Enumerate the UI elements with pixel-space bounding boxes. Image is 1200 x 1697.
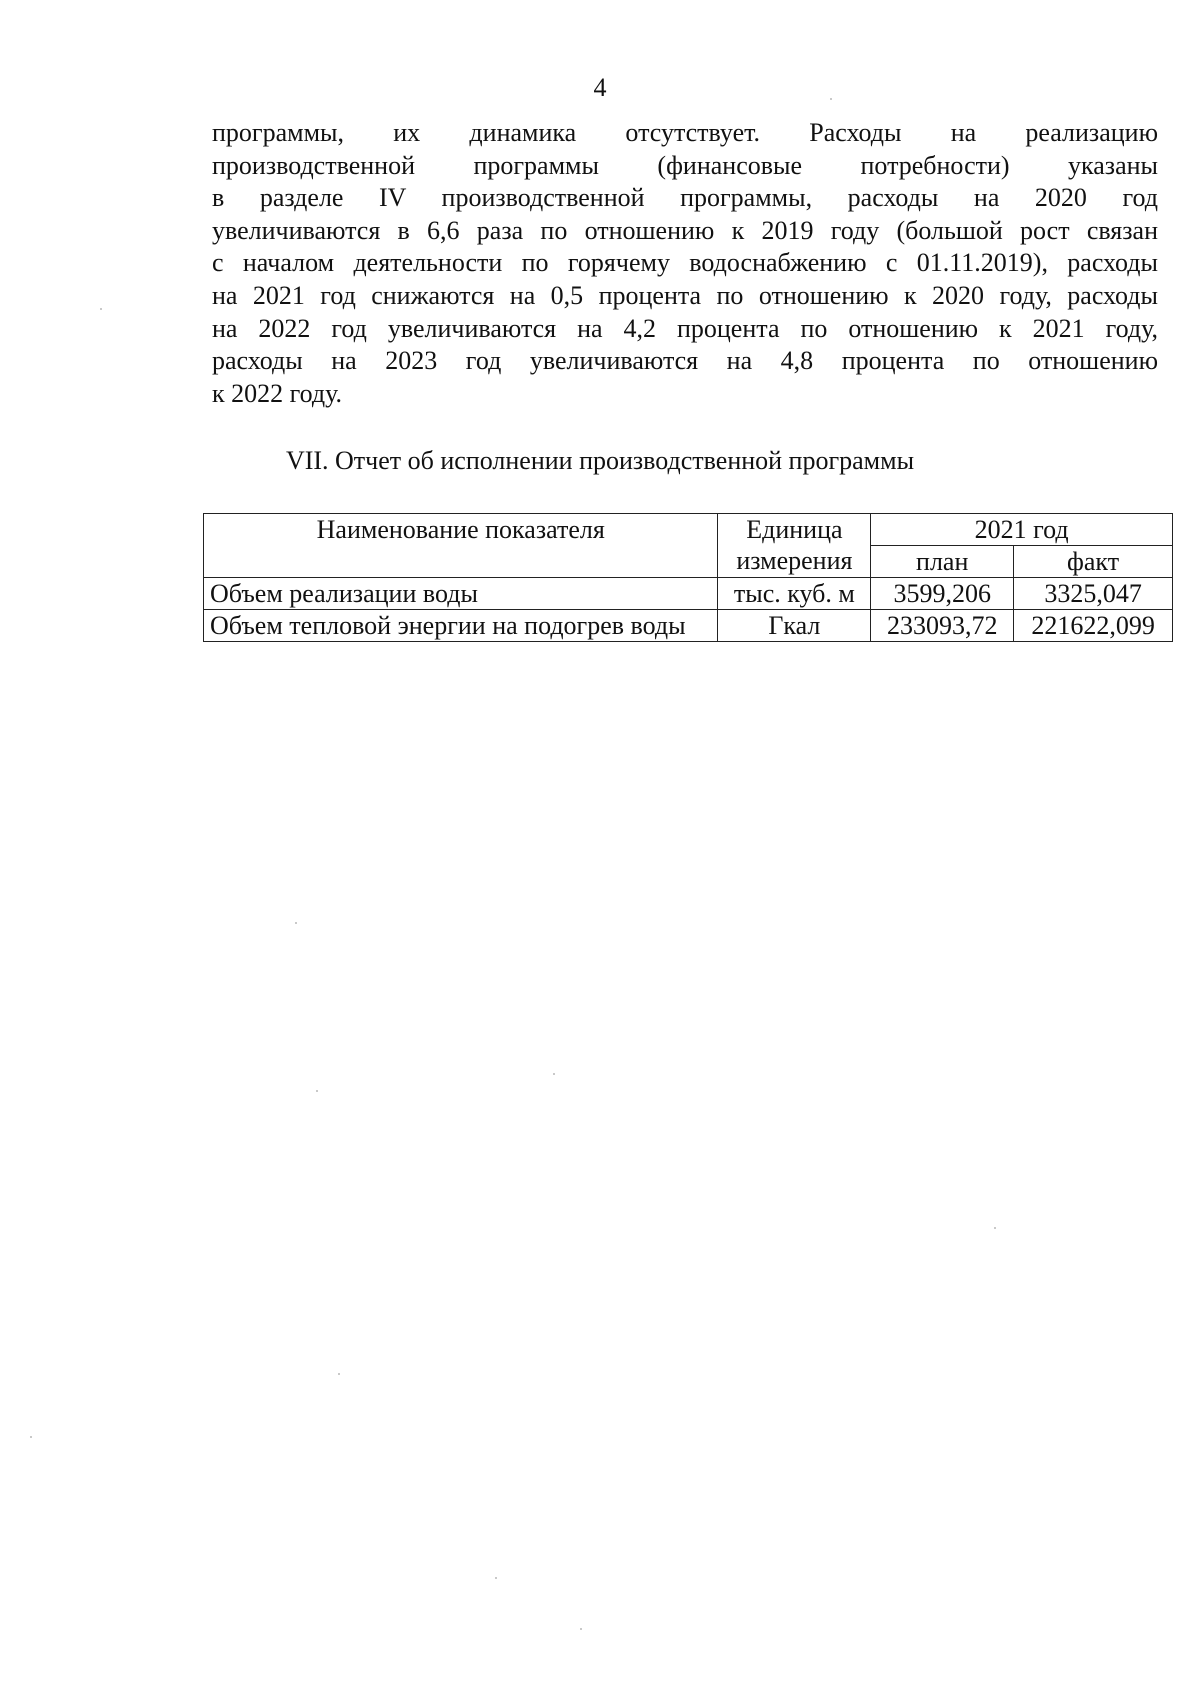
- header-plan: план: [871, 546, 1014, 578]
- scan-speck: [580, 1628, 582, 1630]
- table-header-row: [204, 514, 1173, 546]
- row-plan: 233093,72: [871, 610, 1014, 642]
- row-name: Объем тепловой энергии на подогрев воды: [204, 610, 718, 642]
- row-plan: 3599,206: [871, 578, 1014, 610]
- row-name: Объем реализации воды: [204, 578, 718, 610]
- scan-speck: [495, 1577, 497, 1579]
- paragraph-line: к 2022 году.: [212, 378, 343, 408]
- row-fact: 221622,099: [1014, 610, 1173, 642]
- scan-speck: [295, 922, 297, 924]
- scan-speck: [100, 308, 102, 310]
- paragraph-line: расходы на 2023 год увеличиваются на 4,8 процента по отношению: [212, 346, 1158, 376]
- paragraph-line: на 2022 год увеличиваются на 4,2 процента по отношению к 2021 году,: [212, 313, 1158, 343]
- paragraph-line: на 2021 год снижаются на 0,5 процента по отношению к 2020 году, расходы: [212, 280, 1158, 310]
- scan-speck: [994, 1227, 996, 1229]
- scan-speck: [553, 1073, 555, 1075]
- page-number: 4: [593, 73, 607, 102]
- scan-speck: [316, 1090, 318, 1092]
- header-fact: факт: [1014, 546, 1173, 578]
- paragraph-line: с началом деятельности по горячему водоснабжению с 01.11.2019), расходы: [212, 248, 1158, 278]
- table-row: [204, 578, 1173, 610]
- scan-speck: [830, 98, 832, 100]
- row-unit: тыс. куб. м: [718, 578, 871, 610]
- execution-report-table: [203, 513, 1173, 642]
- scan-speck: [338, 1373, 340, 1375]
- table-row: [204, 610, 1173, 642]
- paragraph-line: увеличиваются в 6,6 раза по отношению к 2019 году (большой рост связан: [212, 215, 1158, 245]
- paragraph-line: программы, их динамика отсутствует. Расходы на реализацию: [212, 118, 1158, 147]
- header-year: 2021 год: [871, 514, 1173, 546]
- paragraph-line: производственной программы (финансовые потребности) указаны: [212, 150, 1158, 180]
- header-unit: [718, 514, 871, 578]
- scan-speck: [30, 1436, 32, 1438]
- header-unit-line1: Единица: [746, 515, 843, 544]
- row-fact: 3325,047: [1014, 578, 1173, 610]
- row-unit: Гкал: [718, 610, 871, 642]
- section-title: VII. Отчет об исполнении производственной программы: [285, 446, 915, 475]
- paragraph-line: в разделе IV производственной программы, расходы на 2020 год: [212, 183, 1158, 213]
- header-name: Наименование показателя: [204, 514, 718, 578]
- body-paragraph: [212, 117, 1158, 410]
- header-unit-line2: измерения: [736, 546, 853, 575]
